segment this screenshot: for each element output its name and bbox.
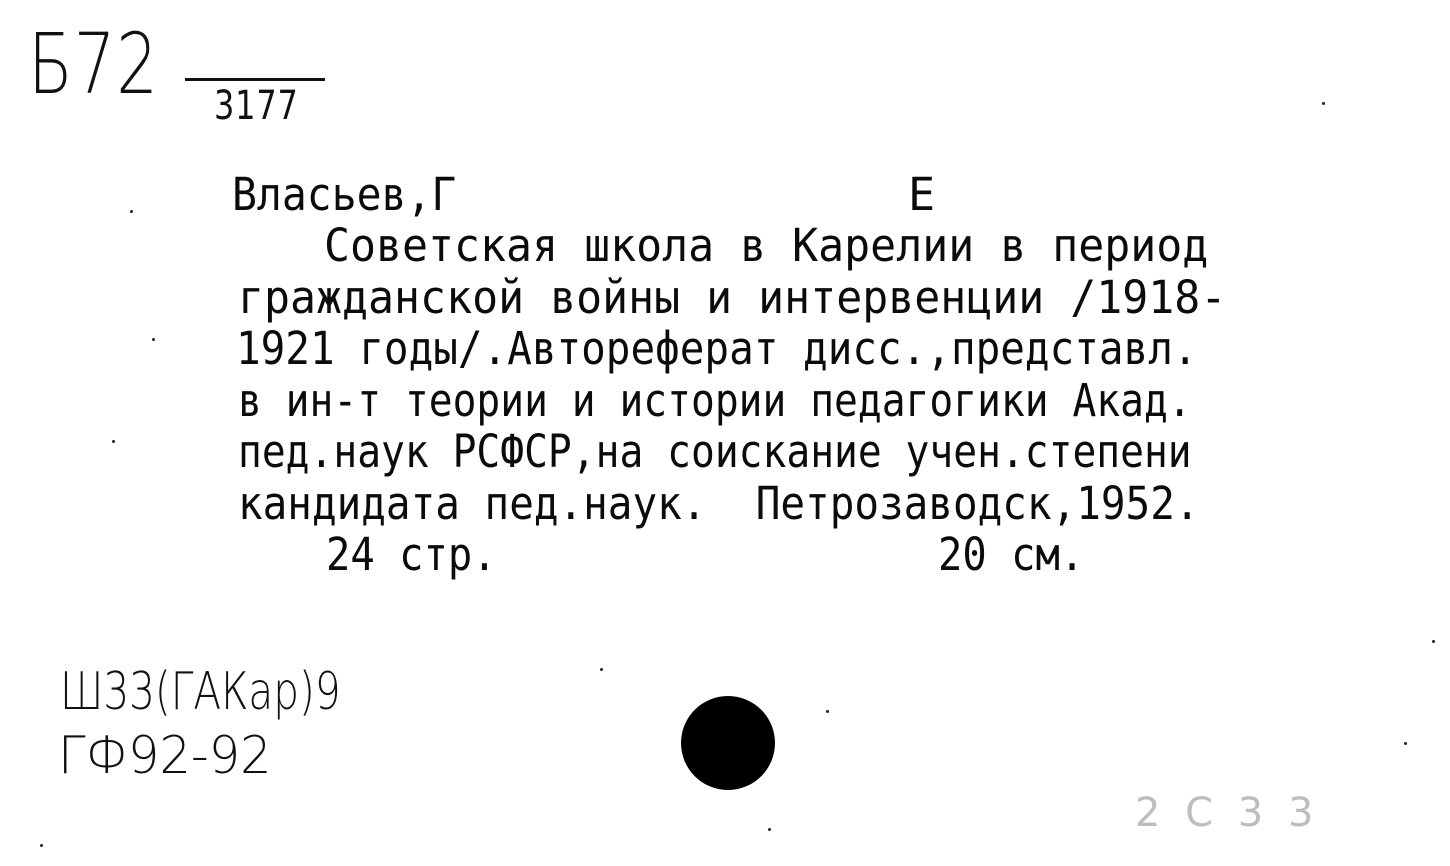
ink-speck <box>1404 742 1407 745</box>
card-punch-hole <box>681 696 775 790</box>
faint-stamp-mark: 2 С 3 3 <box>1135 790 1320 836</box>
ink-speck <box>600 668 603 671</box>
ink-speck <box>768 828 771 831</box>
classification-code: Ш33(ГАКар)9 <box>60 662 341 722</box>
ink-speck <box>152 338 155 341</box>
card-size: 20 см. <box>938 528 1085 581</box>
title-line-6: кандидата пед.наук. Петрозаводск,1952. <box>238 477 1200 530</box>
title-line-1: Советская школа в Карелии в период <box>324 219 1209 272</box>
ink-speck <box>40 844 43 847</box>
call-number-main: Б72 <box>28 15 159 113</box>
call-number-sub: 3177 <box>214 83 299 129</box>
title-line-5: пед.наук РСФСР,на соискание учен.степени <box>238 425 1192 478</box>
ink-speck <box>112 440 115 443</box>
ink-speck <box>1322 102 1325 105</box>
ink-speck <box>130 210 133 213</box>
ink-speck <box>826 710 829 713</box>
author-initial: Е <box>908 168 936 221</box>
author-name: Власьев,Г <box>232 168 457 221</box>
title-line-4: в ин-т теории и истории педагогики Акад. <box>238 374 1192 427</box>
inventory-code: ГФ92-92 <box>58 726 272 786</box>
ink-speck <box>1432 640 1435 643</box>
title-line-2: гражданской войны и интервенции /1918- <box>238 271 1227 324</box>
page-count: 24 стр. <box>326 528 497 581</box>
call-number-rule <box>185 78 325 81</box>
title-line-3: 1921 годы/.Автореферат дисс.,представл. <box>236 322 1198 375</box>
